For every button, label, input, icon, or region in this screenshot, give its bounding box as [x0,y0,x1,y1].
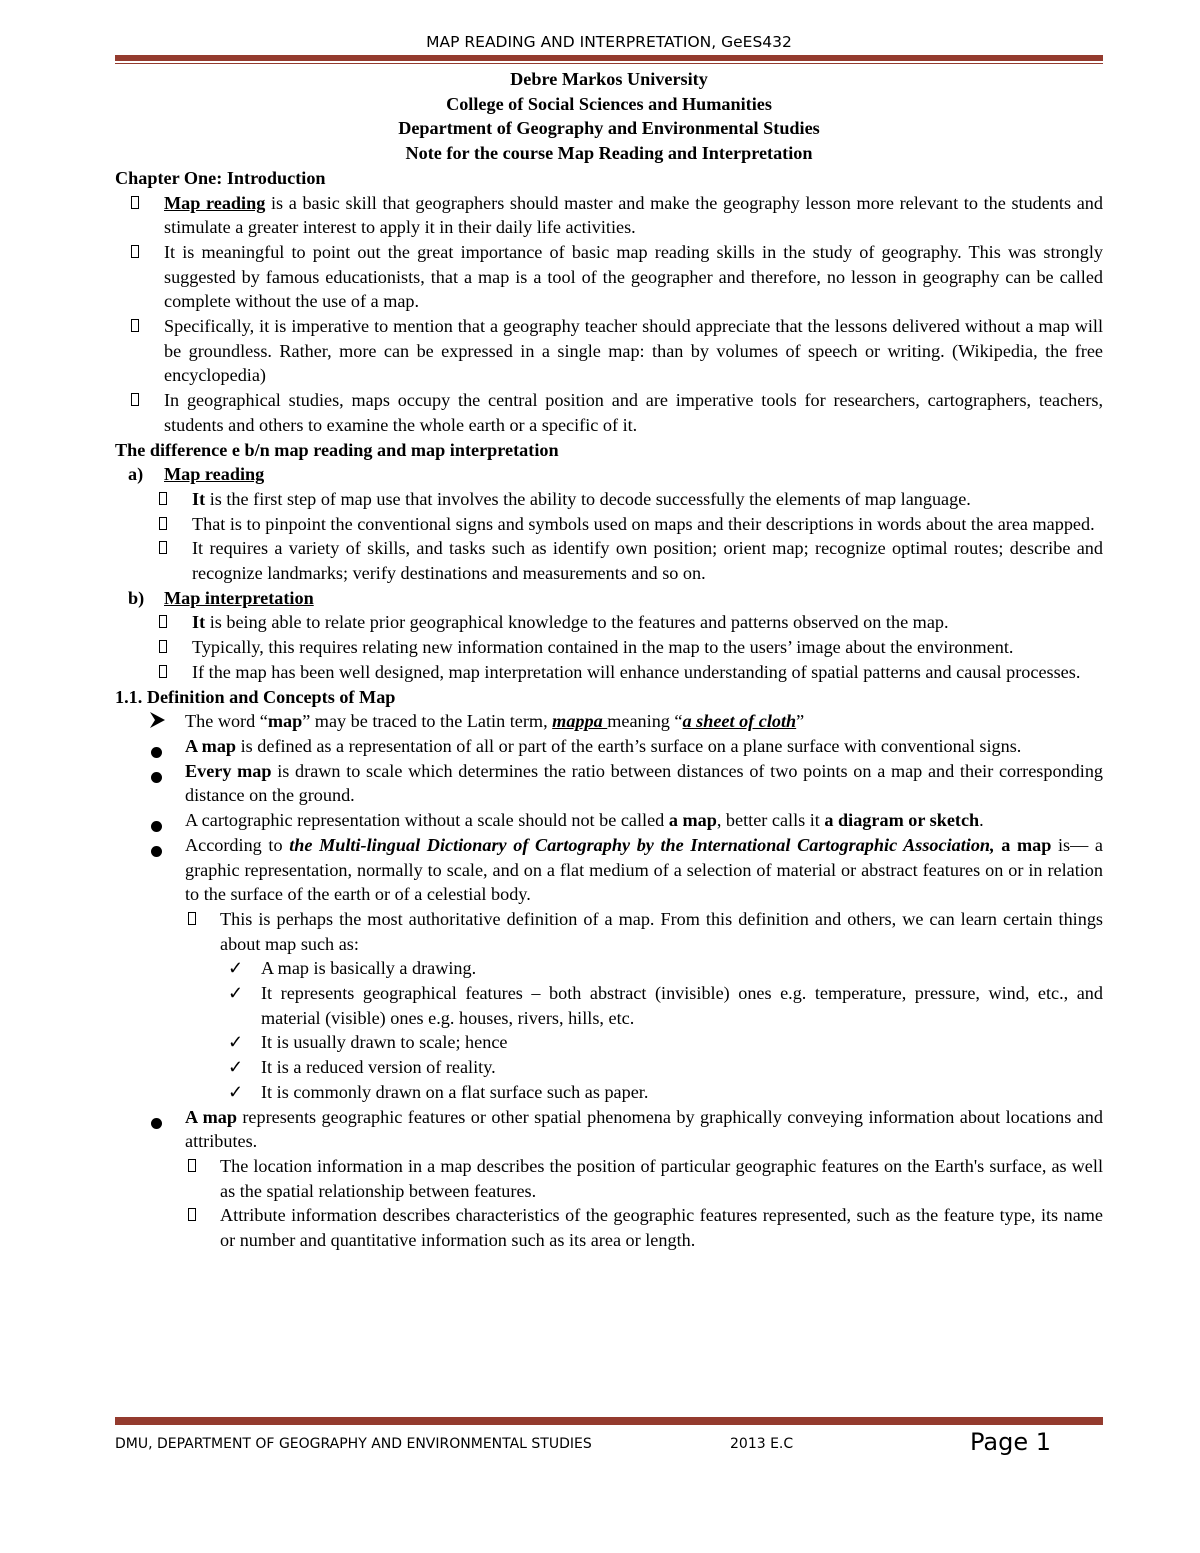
list-item: The word “map” may be traced to the Latin term, mappa meaning “a sheet of cloth” [115,709,1103,734]
footer-rule [115,1417,1103,1425]
page-content [115,67,1103,1253]
checkmark-icon: ✓ [228,983,244,1004]
list-item: It is meaningful to point out the great importance of basic map reading skills in the study of geography. This was strongly suggested by famous educationists, that a map is a tool of the geographer and therefore, no lesson in geography can be called complete without the use of a map. [115,240,1103,314]
list-item: A cartographic representation without a scale should not be called a map, better calls it a diagram or sketch. [115,808,1103,833]
list-item: Map reading is a basic skill that geographers should master and make the geography lesson more relevant to the students and stimulate a greater interest to apply it in their daily life activities. [115,191,1103,240]
header-rule [115,55,1103,64]
section-b-heading: b) Map interpretation [128,587,314,608]
list-item: According to the Multi-lingual Dictionary of Cartography by the International Cartographic Association, a map is— a graphic representation, normally to scale, and on a flat medium of a selection of material or abstract features on or in relation to the surface of the earth or of a celestial body. [115,833,1103,907]
list-item: A map is defined as a representation of all or part of the earth’s surface on a plane surface with conventional signs. [115,734,1103,759]
round-bullet-icon [151,772,162,783]
square-bullet-icon [159,665,167,678]
square-bullet-icon [188,1159,196,1172]
page-number: Page 1 [970,1428,1051,1456]
square-bullet-icon [131,319,139,332]
list-item: A map represents geographic features or other spatial phenomena by graphically conveying information about locations and attributes. [115,1105,1103,1154]
list-item: In geographical studies, maps occupy the central position and are imperative tools for researchers, cartographers, teachers, students and others to examine the whole earth or a specific of it. [115,388,1103,437]
square-bullet-icon [131,245,139,258]
square-bullet-icon [159,640,167,653]
round-bullet-icon [151,747,162,758]
square-bullet-icon [188,1208,196,1221]
list-item: The location information in a map describes the position of particular geographic features on the Earth's surface, as well as the spatial relationship between features. [115,1154,1103,1203]
footer-department: DMU, DEPARTMENT OF GEOGRAPHY AND ENVIRONMENTAL STUDIES [115,1436,592,1452]
list-item: Specifically, it is imperative to mention that a geography teacher should appreciate that the lessons delivered without a map will be groundless. Rather, more can be expressed in a single map: than by volumes of speech or writing. (Wikipedia, the free encyclopedia) [115,314,1103,388]
list-item: ✓ A map is basically a drawing. [115,956,1103,981]
list-item: ✓ It is a reduced version of reality. [115,1055,1103,1080]
page-footer [115,1430,1103,1460]
list-item: Typically, this requires relating new information contained in the map to the users’ image about the environment. [115,635,1103,660]
square-bullet-icon [159,492,167,505]
checkmark-icon: ✓ [228,958,244,979]
list-item: That is to pinpoint the conventional signs and symbols used on maps and their descriptions in words about the area mapped. [115,512,1103,537]
square-bullet-icon [159,517,167,530]
list-item: If the map has been well designed, map interpretation will enhance understanding of spatial patterns and causal processes. [115,660,1103,685]
round-bullet-icon [151,821,162,832]
list-item: ✓ It is commonly drawn on a flat surface such as paper. [115,1080,1103,1105]
list-item: ✓ It is usually drawn to scale; hence [115,1030,1103,1055]
square-bullet-icon [159,615,167,628]
college-name: College of Social Sciences and Humanities [446,93,772,114]
round-bullet-icon [151,1118,162,1129]
round-bullet-icon [151,846,162,857]
arrow-bullet-icon [149,709,167,734]
list-item: It requires a variety of skills, and tasks such as identify own position; orient map; recognize optimal routes; describe and recognize landmarks; verify destinations and measurements and so on. [115,536,1103,585]
square-bullet-icon [188,912,196,925]
difference-heading: The difference e b/n map reading and map interpretation [115,439,559,460]
university-name: Debre Markos University [510,69,708,89]
running-header: MAP READING AND INTERPRETATION, GeES432 [426,33,792,51]
footer-year: 2013 E.C [730,1436,794,1452]
square-bullet-icon [159,541,167,554]
list-item: Attribute information describes characteristics of the geographic features represented, such as the feature type, its name or number and quantitative information such as its area or length. [115,1203,1103,1252]
checkmark-icon: ✓ [228,1057,244,1078]
section-a-heading: a) Map reading [128,464,265,485]
checkmark-icon: ✓ [228,1081,244,1102]
chapter-heading: Chapter One: Introduction [115,167,326,188]
list-item: It is the first step of map use that involves the ability to decode successfully the elements of map language. [115,487,1103,512]
department-name: Department of Geography and Environmental Studies [398,118,820,139]
square-bullet-icon [131,393,139,406]
list-item: ✓ It represents geographical features – both abstract (invisible) ones e.g. temperature, pressure, wind, etc., and material (visible) ones e.g. houses, rivers, hills, etc. [228,983,1103,1028]
list-item: This is perhaps the most authoritative definition of a map. From this definition and others, we can learn certain things about map such as: [115,907,1103,956]
definition-heading: 1.1. Definition and Concepts of Map [115,686,396,707]
checkmark-icon: ✓ [228,1032,244,1053]
square-bullet-icon [131,196,139,209]
course-note-title: Note for the course Map Reading and Interpretation [405,143,813,164]
list-item: Every map is drawn to scale which determines the ratio between distances of two points on a map and their corresponding distance on the ground. [115,759,1103,808]
list-item: It is being able to relate prior geographical knowledge to the features and patterns observed on the map. [115,610,1103,635]
